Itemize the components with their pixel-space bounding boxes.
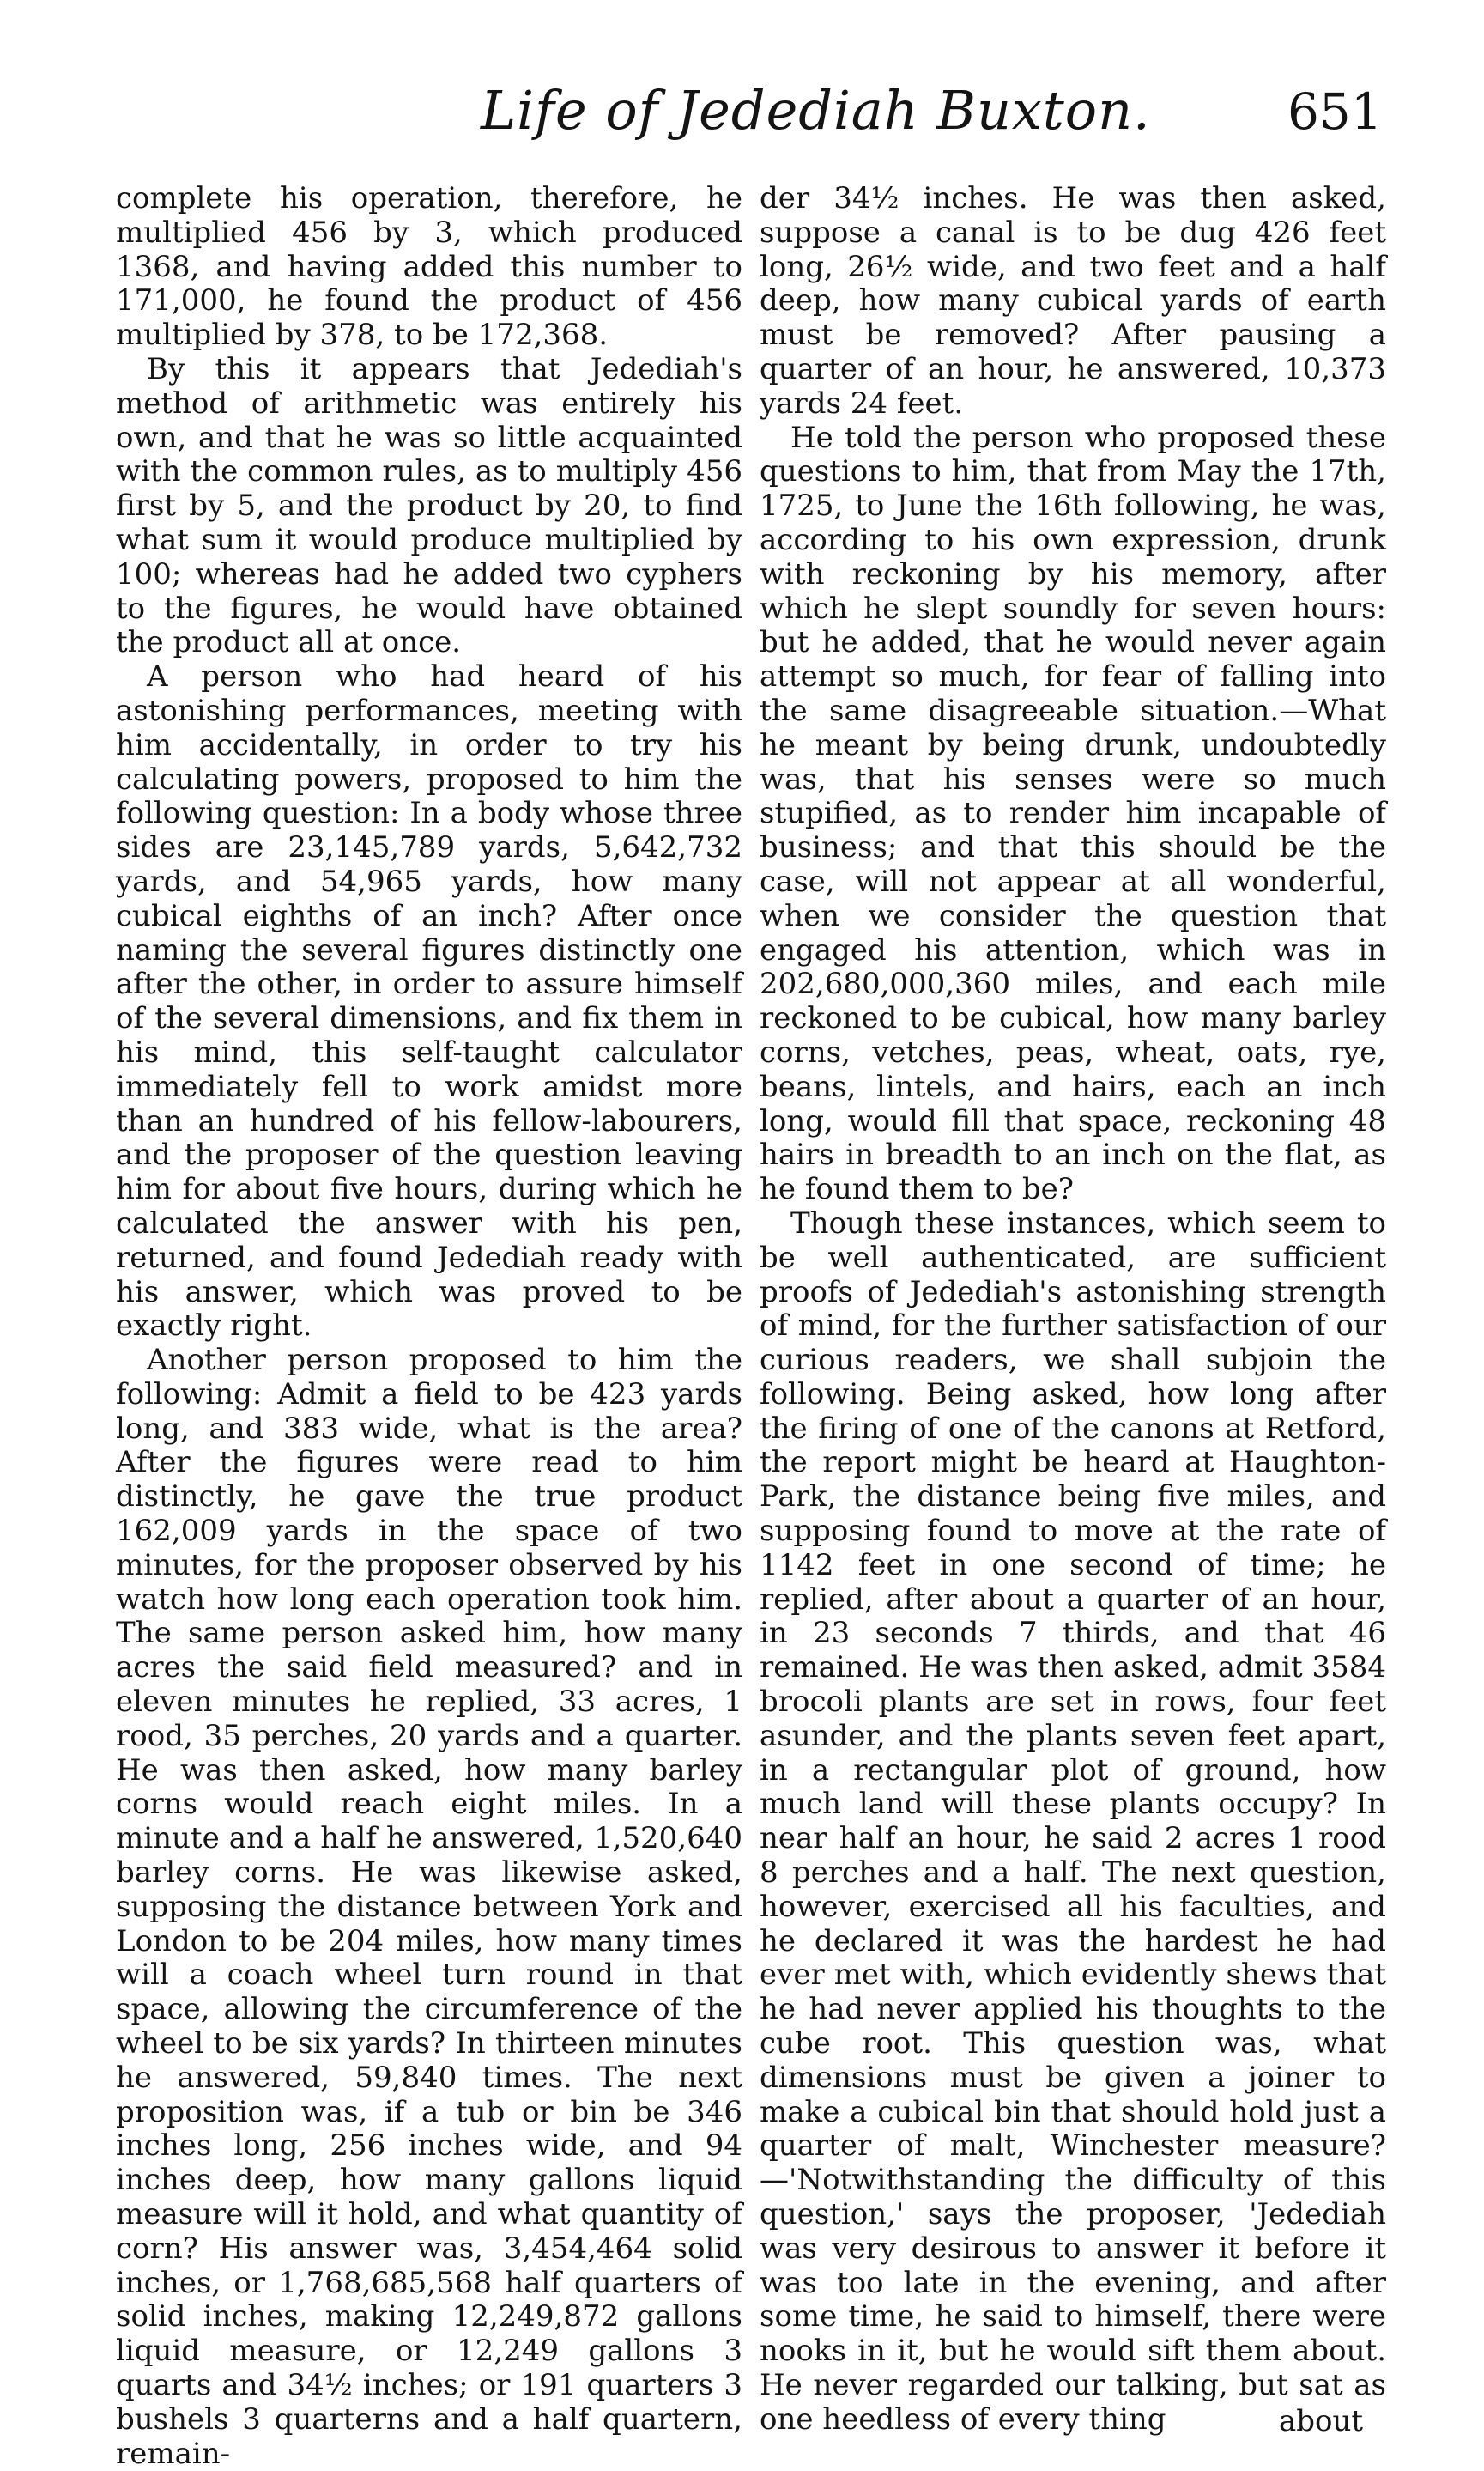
page-number: 651	[1287, 82, 1383, 141]
paragraph: A person who had heard of his astonishing performances, meeting with him accidentally, in order to try his calculating powers, proposed to him the following question: In a body whose three sides are 23,145,789 yards, 5,642,732 yards, and 54,965 yards, how many cubical eighths of an inch? After once naming the several figures distinctly one after the other, in order to assure himself of the several dimensions, and fix them in his mind, this self-taught calculator immediately fell to work amidst more than an hundred of his fellow-labourers, and the proposer of the question leaving him for about five hours, during which he calculated the answer with his pen, returned, and found Jedediah ready with his answer, which was proved to be exactly right.	[116, 659, 742, 1344]
paragraph: He told the person who proposed these questions to him, that from May the 17th, 1725, to June the 16th following, he was, according to his own expression, drunk with reckoning by his memory, after which he slept soundly for seven hours: but he added, that he would never again attempt so much, for fear of falling into the same disagreeable situation.—What he meant by being drunk, undoubtedly was, that his senses were so much stupified, as to render him incapable of business; and that this should be the case, will not appear at all wonderful, when we consider the question that engaged his attention, which was in 202,680,000,360 miles, and each mile reckoned to be cubical, how many barley corns, vetches, peas, wheat, oats, rye, beans, lintels, and hairs, each an inch long, would fill that space, reckoning 48 hairs in breadth to an inch on the flat, as he found them to be?	[760, 420, 1386, 1207]
left-column	[116, 182, 742, 2471]
paragraph: der 34½ inches. He was then asked, suppose a canal is to be dug 426 feet long, 26½ wide, and two feet and a half deep, how many cubical yards of earth must be removed? After pausing a quarter of an hour, he answered, 10,373 yards 24 feet.	[760, 181, 1386, 421]
paragraph: By this it appears that Jedediah's method of arithmetic was entirely his own, and that he was so little acquainted with the common rules, as to multiply 456 first by 5, and the product by 20, to find what sum it would produce multiplied by 100; whereas had he added two cyphers to the figures, he would have obtained the product all at once.	[116, 351, 742, 660]
right-column	[760, 182, 1386, 2438]
paragraph: Another person proposed to him the following: Admit a field to be 423 yards long, and 383 wide, what is the area? After the figures were read to him distinctly, he gave the true product 162,009 yards in the space of two minutes, for the proposer observed by his watch how long each operation took him. The same person asked him, how many acres the said field measured? and in eleven minutes he replied, 33 acres, 1 rood, 35 perches, 20 yards and a quarter. He was then asked, how many barley corns would reach eight miles. In a minute and a half he answered, 1,520,640 barley corns. He was likewise asked, supposing the distance between York and London to be 204 miles, how many times will a coach wheel turn round in that space, allowing the circumference of the wheel to be six yards? In thirteen minutes he answered, 59,840 times. The next proposition was, if a tub or bin be 346 inches long, 256 inches wide, and 94 inches deep, how many gallons liquid measure will it hold, and what quantity of corn? His answer was, 3,454,464 solid inches, or 1,768,685,568 half quarters of solid inches, making 12,249,872 gallons liquid measure, or 12,249 gallons 3 quarts and 34½ inches; or 191 quarters 3 bushels 3 quarterns and a half quartern, remain-	[116, 1343, 742, 2471]
paragraph: complete his operation, therefore, he multiplied 456 by 3, which produced 1368, and having added this number to 171,000, he found the product of 456 multiplied by 378, to be 172,368.	[116, 181, 742, 353]
page-header	[0, 79, 1484, 156]
running-title: Life of Jedediah Buxton.	[481, 79, 1151, 142]
paragraph: Though these instances, which seem to be well authenticated, are sufficient proofs of Jedediah's astonishing strength of mind, for the further satisfaction of our curious readers, we shall subjoin the following. Being asked, how long after the firing of one of the canons at Retford, the report might be heard at Haughton-Park, the distance being five miles, and supposing found to move at the rate of 1142 feet in one second of time; he replied, after about a quarter of an hour, in 23 seconds 7 thirds, and that 46 remained. He was then asked, admit 3584 brocoli plants are set in rows, four feet asunder, and the plants seven feet apart, in a rectangular plot of ground, how much land will these plants occupy? In near half an hour, he said 2 acres 1 rood 8 perches and a half. The next question, however, exercised all his faculties, and he declared it was the hardest he had ever met with, which evidently shews that he had never applied his thoughts to the cube root. This question was, what dimensions must be given a joiner to make a cubical bin that should hold just a quarter of malt, Winchester measure?—'Notwithstanding the difficulty of this question,' says the proposer, 'Jedediah was very desirous to answer it before it was too late in the evening, and after some time, he said to himself, there were nooks in it, but he would sift them about. He never regarded our talking, but sat as one heedless of every thing	[760, 1205, 1386, 2437]
catchword: about	[1279, 2404, 1364, 2438]
